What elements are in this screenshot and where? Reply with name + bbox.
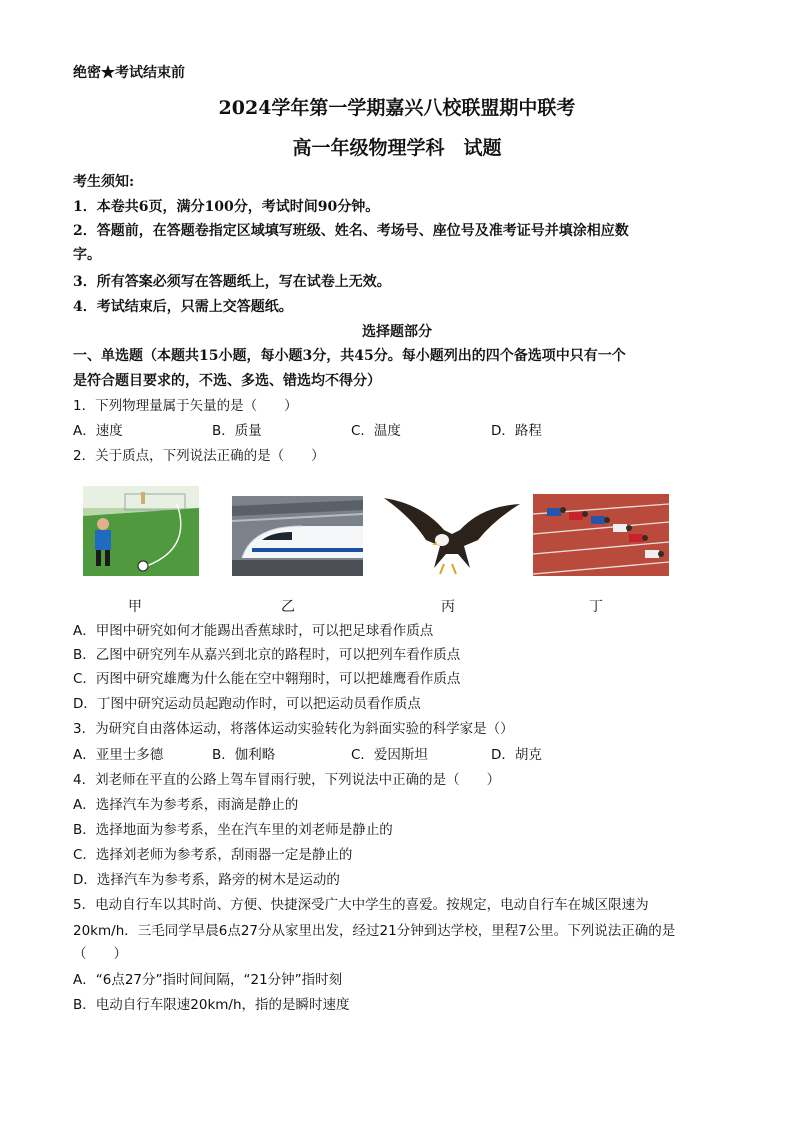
eagle-image	[382, 494, 522, 578]
option-d: D．胡克	[491, 747, 542, 763]
soccer-player-image	[83, 486, 199, 576]
question-2-option-b: B．乙图中研究列车从嘉兴到北京的路程时，可以把列车看作质点	[73, 647, 461, 663]
question-2-option-a: A．甲图中研究如何才能踢出香蕉球时，可以把足球看作质点	[73, 623, 434, 639]
section-intro: 是符合题目要求的，不选、多选、错选均不得分）	[73, 373, 381, 389]
notice-item: 2．答题前，在答题卷指定区域填写班级、姓名、考场号、座位号及准考证号并填涂相应数	[73, 223, 629, 239]
image-caption-yi: 乙	[281, 599, 295, 615]
question-4-stem: 4．刘老师在平直的公路上驾车冒雨行驶，下列说法中正确的是（ ）	[73, 772, 501, 788]
question-1-stem: 1．下列物理量属于矢量的是（ ）	[73, 398, 298, 414]
notice-item: 字。	[73, 247, 101, 263]
confidential-label: 绝密★考试结束前	[73, 65, 185, 81]
option-d: D．路程	[491, 423, 542, 439]
question-5-stem: 20km/h．三毛同学早晨6点27分从家里出发，经过21分钟到达学校，里程7公里。下列说法正确的是	[73, 923, 676, 939]
image-caption-ding: 丁	[589, 599, 603, 615]
question-4-option-a: A．选择汽车为参考系，雨滴是静止的	[73, 797, 299, 813]
option-a: A．亚里士多德	[73, 747, 164, 763]
notice-item: 3．所有答案必须写在答题纸上，写在试卷上无效。	[73, 274, 391, 290]
question-5-option-a: A．“6点27分”指时间间隔，“21分钟”指时刻	[73, 972, 343, 988]
option-b: B．质量	[212, 423, 262, 439]
question-5-option-b: B．电动自行车限速20km/h，指的是瞬时速度	[73, 997, 350, 1013]
option-b: B．伽利略	[212, 747, 276, 763]
option-c: C．爱因斯坦	[351, 747, 428, 763]
question-3-stem: 3．为研究自由落体运动，将落体运动实验转化为斜面实验的科学家是（）	[73, 721, 514, 737]
question-4-option-c: C．选择刘老师为参考系，刮雨器一定是静止的	[73, 847, 353, 863]
notice-item: 1．本卷共6页，满分100分，考试时间90分钟。	[73, 199, 380, 215]
exam-title: 2024学年第一学期嘉兴八校联盟期中联考	[218, 97, 576, 119]
section-title: 选择题部分	[362, 324, 432, 340]
question-2-option-c: C．丙图中研究雄鹰为什么能在空中翱翔时，可以把雄鹰看作质点	[73, 671, 461, 687]
sprinters-image	[533, 494, 669, 576]
section-intro: 一、单选题（本题共15小题，每小题3分，共45分。每小题列出的四个备选项中只有一个	[73, 348, 626, 364]
train-image	[232, 496, 363, 576]
image-caption-jia: 甲	[128, 599, 142, 615]
question-2-stem: 2．关于质点，下列说法正确的是（ ）	[73, 448, 325, 464]
exam-subtitle: 高一年级物理学科 试题	[292, 137, 502, 159]
question-4-option-d: D．选择汽车为参考系，路旁的树木是运动的	[73, 872, 340, 888]
question-5-stem: 5．电动自行车以其时尚、方便、快捷深受广大中学生的喜爱。按规定，电动自行车在城区限速为	[73, 897, 649, 913]
notice-heading: 考生须知:	[73, 174, 135, 190]
notice-item: 4．考试结束后，只需上交答题纸。	[73, 299, 293, 315]
option-a: A．速度	[73, 423, 123, 439]
question-2-option-d: D．丁图中研究运动员起跑动作时，可以把运动员看作质点	[73, 696, 421, 712]
option-c: C．温度	[351, 423, 401, 439]
question-5-stem: （ ）	[73, 946, 127, 962]
question-4-option-b: B．选择地面为参考系，坐在汽车里的刘老师是静止的	[73, 822, 393, 838]
image-caption-bing: 丙	[441, 599, 455, 615]
